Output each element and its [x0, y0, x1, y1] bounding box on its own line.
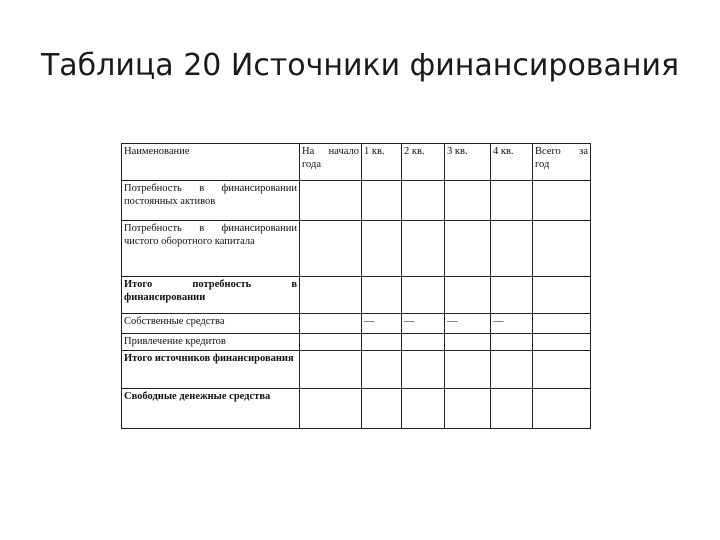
header-cell-q3: 3 кв. [445, 144, 491, 181]
table-cell: — [445, 314, 491, 334]
table-cell: — [402, 314, 445, 334]
table-row [122, 221, 591, 277]
table-cell [533, 334, 591, 351]
table-cell [402, 334, 445, 351]
table-cell [491, 181, 533, 221]
table-cell [300, 221, 362, 277]
table-cell [402, 181, 445, 221]
table-row [122, 181, 591, 221]
table-cell [300, 351, 362, 389]
table-cell [533, 351, 591, 389]
table-cell [300, 181, 362, 221]
table-cell [362, 181, 402, 221]
slide-title: Таблица 20 Источники финансирования [40, 48, 680, 83]
table-cell [533, 389, 591, 429]
row-label: Итого источников финансирования [122, 351, 300, 389]
table-cell [445, 351, 491, 389]
header-cell-year-total: Всего за год [533, 144, 591, 181]
table-cell [362, 221, 402, 277]
table-row [122, 314, 591, 334]
table-cell [362, 277, 402, 314]
table-cell [362, 334, 402, 351]
table-cell [445, 277, 491, 314]
table-row [122, 277, 591, 314]
table-cell [300, 389, 362, 429]
row-label: Итого потребность в финансировании [122, 277, 300, 314]
table-cell [491, 221, 533, 277]
table-cell: — [362, 314, 402, 334]
table-cell [402, 277, 445, 314]
row-label: Потребность в финансировании постоянных активов [122, 181, 300, 221]
table-cell [445, 334, 491, 351]
table-cell [300, 314, 362, 334]
table-cell [445, 181, 491, 221]
table-row [122, 334, 591, 351]
table-cell [533, 221, 591, 277]
table-cell [445, 389, 491, 429]
row-label: Привлечение кредитов [122, 334, 300, 351]
table-cell [533, 277, 591, 314]
table-header-row [122, 144, 591, 181]
table-cell [491, 334, 533, 351]
row-label: Собственные средства [122, 314, 300, 334]
table-cell [402, 221, 445, 277]
header-cell-q1: 1 кв. [362, 144, 402, 181]
header-cell-name: Наименование [122, 144, 300, 181]
table-cell [402, 389, 445, 429]
table-cell [362, 389, 402, 429]
header-cell-q4: 4 кв. [491, 144, 533, 181]
table-cell [300, 334, 362, 351]
table-cell [300, 277, 362, 314]
table-cell [445, 221, 491, 277]
table-cell: — [491, 314, 533, 334]
table-cell [491, 351, 533, 389]
table-row [122, 389, 591, 429]
table-cell [491, 277, 533, 314]
header-cell-start-of-year: На начало года [300, 144, 362, 181]
financing-sources-table [121, 143, 591, 429]
header-cell-q2: 2 кв. [402, 144, 445, 181]
table-cell [533, 181, 591, 221]
row-label: Свободные денежные средства [122, 389, 300, 429]
table-row [122, 351, 591, 389]
table-cell [362, 351, 402, 389]
table-cell [533, 314, 591, 334]
table-cell [491, 389, 533, 429]
table-cell [402, 351, 445, 389]
row-label: Потребность в финансировании чистого оборотного капитала [122, 221, 300, 277]
